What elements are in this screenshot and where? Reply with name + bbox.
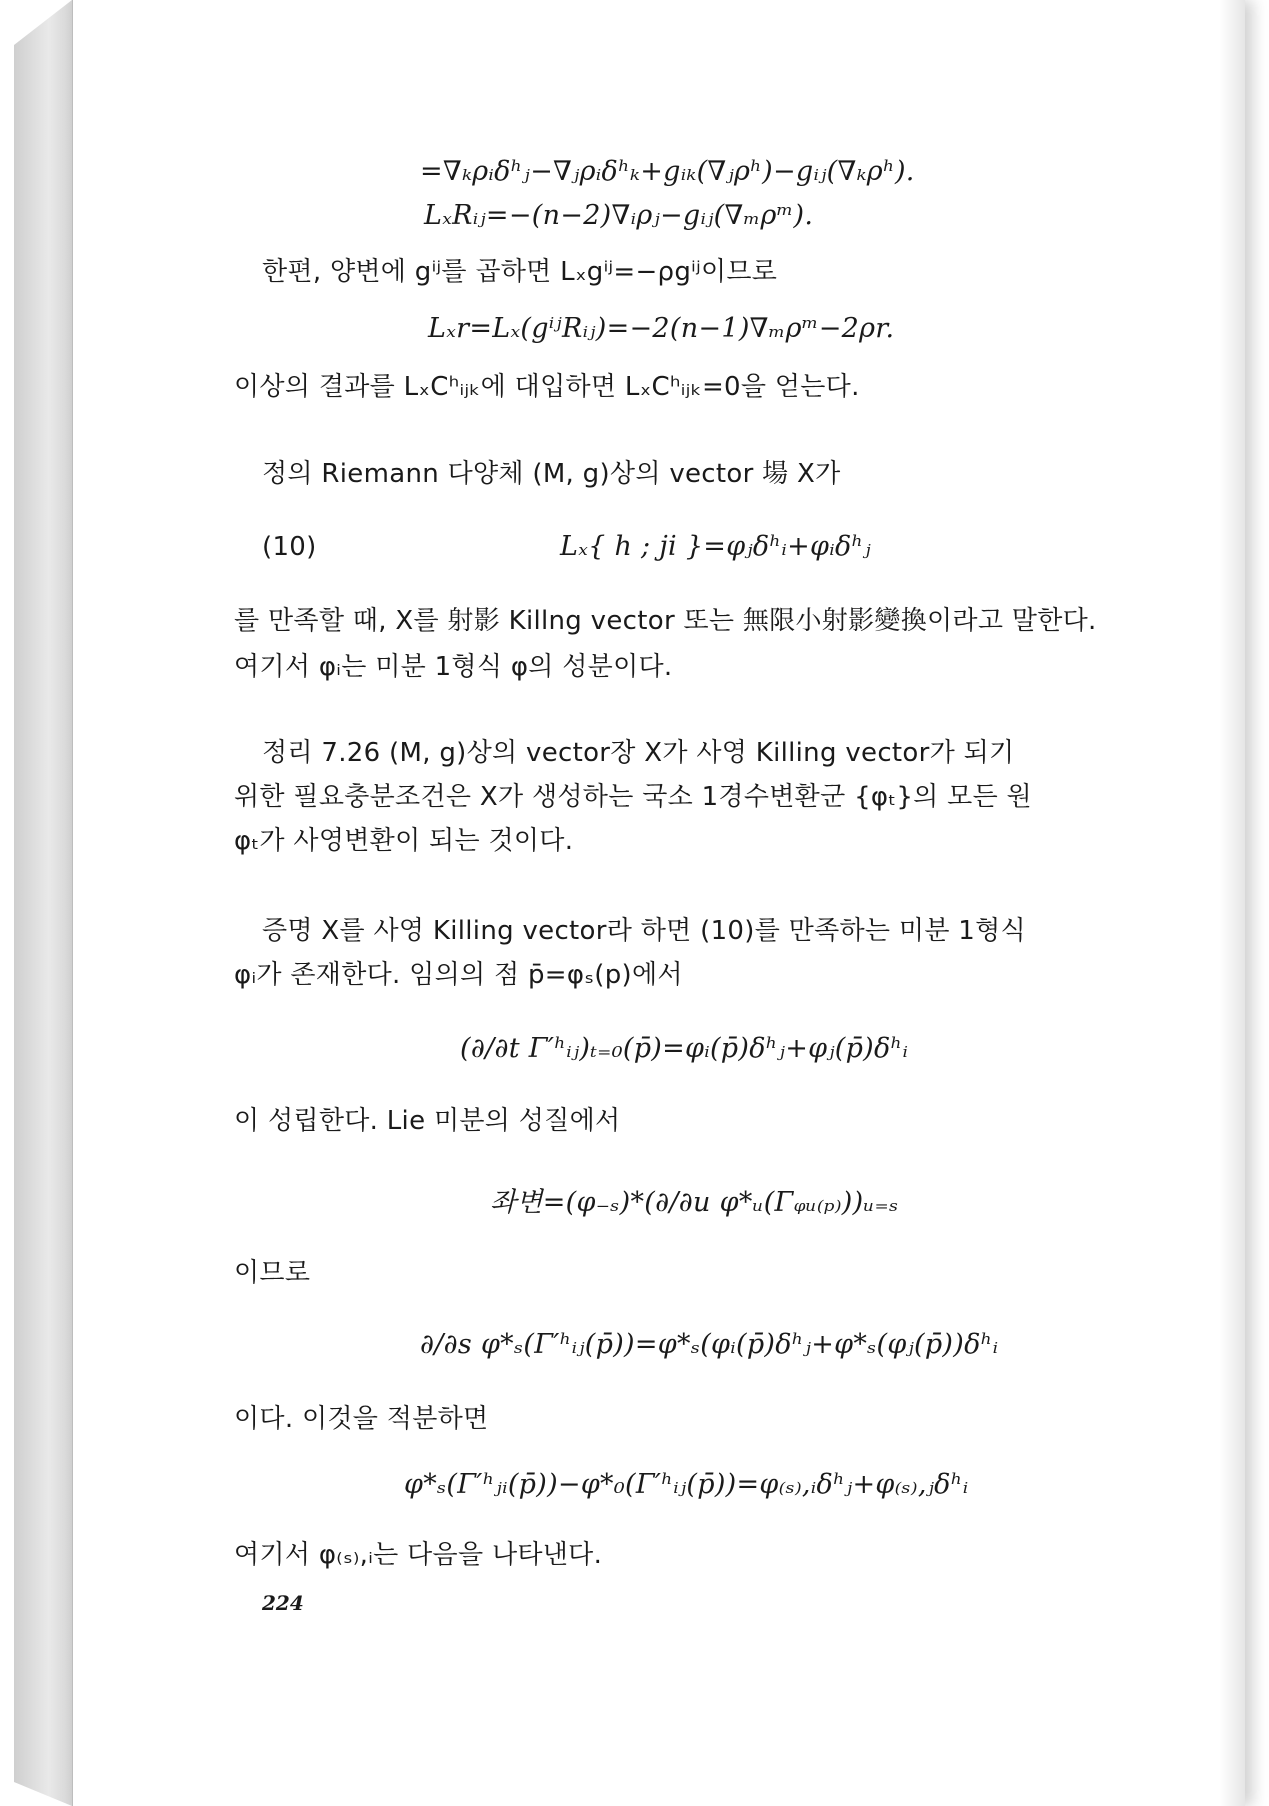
equation-line-5: 좌변=(φ₋ₛ)*(∂/∂u φ*ᵤ(Γᵩᵤ₍ₚ₎))ᵤ₌ₛ (490, 1187, 899, 1218)
text-line-8: 이 성립한다. Lie 미분의 성질에서 (234, 1106, 621, 1136)
text-line-1: 한편, 양변에 gⁱʲ를 곱하면 Lₓgⁱʲ=−ρgⁱʲ이므로 (262, 257, 778, 287)
proof-heading: 증명 X를 사영 Killing vector라 하면 (10)를 만족하는 미분 1형식 (262, 916, 1026, 946)
equation-line-4: (∂/∂t Γ′ʰᵢⱼ)ₜ₌₀(p̄)=φᵢ(p̄)δʰⱼ+φⱼ(p̄)δʰᵢ (460, 1033, 909, 1064)
page-number: 224 (262, 1591, 304, 1615)
text-line-4: 여기서 φᵢ는 미분 1형식 φ의 성분이다. (234, 652, 673, 682)
text-line-9: 이므로 (234, 1258, 311, 1288)
page-edge-shade (1219, 0, 1245, 1806)
equation-line-1: =∇ₖρᵢδʰⱼ−∇ⱼρᵢδʰₖ+gᵢₖ(∇ⱼρʰ)−gᵢⱼ(∇ₖρʰ). (420, 156, 915, 187)
equation-line-2: LₓRᵢⱼ=−(n−2)∇ᵢρⱼ−gᵢⱼ(∇ₘρᵐ). (424, 200, 814, 231)
equation-line-3: Lₓr=Lₓ(gⁱʲRᵢⱼ)=−2(n−1)∇ₘρᵐ−2ρr. (428, 313, 895, 344)
equation-10: Lₓ{ h ; ji }=φⱼδʰᵢ+φᵢδʰⱼ (560, 531, 871, 562)
text-line-6: φₜ가 사영변환이 되는 것이다. (234, 826, 574, 856)
book-spine (14, 0, 72, 1806)
text-line-10: 이다. 이것을 적분하면 (234, 1404, 489, 1434)
text-line-5: 위한 필요충분조건은 X가 생성하는 국소 1경수변환군 {φₜ}의 모든 원 (234, 782, 1032, 812)
text-line-11: 여기서 φ₍ₛ₎,ᵢ는 다음을 나타낸다. (234, 1540, 603, 1570)
definition-heading: 정의 Riemann 다양체 (M, g)상의 vector 場 X가 (262, 459, 841, 489)
equation-number-10: (10) (262, 532, 317, 562)
equation-line-7: φ*ₛ(Γ′ʰⱼᵢ(p̄))−φ*₀(Γ′ʰᵢⱼ(p̄))=φ₍ₛ₎,ᵢδʰⱼ+φ₍ₛ₎,ⱼδʰᵢ (404, 1469, 969, 1500)
text-line-3: 를 만족할 때, X를 射影 Killng vector 또는 無限小射影變換이라고 말한다. (234, 606, 1097, 636)
equation-line-6: ∂/∂s φ*ₛ(Γ′ʰᵢⱼ(p̄))=φ*ₛ(φᵢ(p̄)δʰⱼ+φ*ₛ(φⱼ(p̄))δʰᵢ (420, 1329, 999, 1360)
text-line-7: φᵢ가 존재한다. 임의의 점 p̄=φₛ(p)에서 (234, 960, 683, 990)
theorem-heading: 정리 7.26 (M, g)상의 vector장 X가 사영 Killing vector가 되기 (262, 738, 1015, 768)
text-line-2: 이상의 결과를 LₓCʰᵢⱼₖ에 대입하면 LₓCʰᵢⱼₖ=0을 얻는다. (234, 372, 860, 402)
